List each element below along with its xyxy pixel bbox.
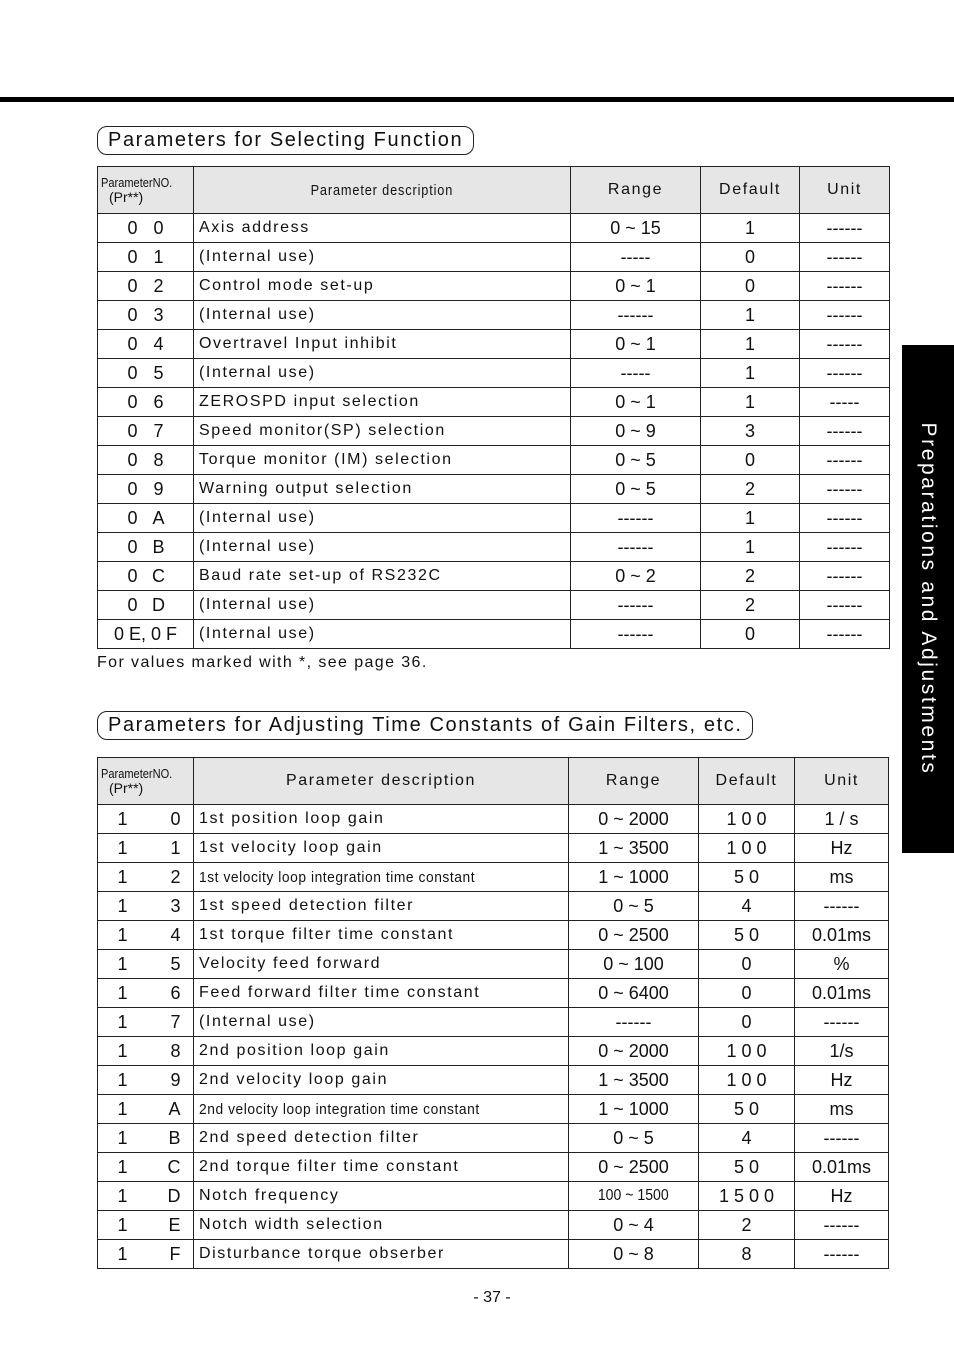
header-description: Parameter description [194, 758, 569, 805]
parameter-number-digit2: 5 [153, 362, 164, 383]
parameter-number [98, 892, 194, 921]
parameter-unit: ------ [800, 417, 890, 446]
parameter-unit: ------ [800, 562, 890, 591]
header-range: Range [569, 758, 699, 805]
parameter-range: 1 ~ 3500 [569, 1066, 699, 1095]
parameter-number-digit1: 0 [127, 594, 138, 615]
parameter-number [98, 475, 194, 504]
parameter-range-text: 100 ~ 1500 [598, 1187, 669, 1204]
parameter-description: Overtravel Input inhibit [194, 330, 571, 359]
parameter-description: 1st velocity loop gain [194, 834, 569, 863]
parameter-description: Control mode set-up [194, 272, 571, 301]
parameter-number-digit1: 0 [127, 362, 138, 383]
parameter-range: 0 ~ 6400 [569, 979, 699, 1008]
parameter-unit: ------ [800, 330, 890, 359]
parameter-number [98, 1037, 194, 1066]
parameter-description: (Internal use) [194, 301, 571, 330]
parameter-number-digit2: 1 [153, 246, 164, 267]
parameter-description: Notch width selection [194, 1211, 569, 1240]
parameter-default: 0 [701, 243, 800, 272]
side-tab-label: Preparations and Adjustments [917, 422, 940, 776]
parameter-number-digit2: 4 [170, 924, 181, 945]
parameter-number-digit1: 1 [117, 1098, 128, 1119]
table-header-row [98, 167, 890, 214]
parameter-default: 5 0 [699, 1095, 795, 1124]
parameter-range: ------ [571, 504, 701, 533]
parameter-unit: ------ [795, 1211, 889, 1240]
parameter-description: (Internal use) [194, 504, 571, 533]
parameter-default: 0 [701, 446, 800, 475]
parameter-default: 1 5 0 0 [699, 1182, 795, 1211]
parameter-number [98, 921, 194, 950]
parameter-number-digit1: 1 [117, 1243, 128, 1264]
parameter-default: 1 [701, 301, 800, 330]
parameter-unit: ------ [795, 1124, 889, 1153]
footnote: For values marked with *, see page 36. [97, 654, 428, 671]
table-row [98, 330, 890, 359]
parameter-default: 2 [701, 591, 800, 620]
parameter-number-digit2: 6 [170, 982, 181, 1003]
header-default: Default [699, 758, 795, 805]
parameter-default: 1 0 0 [699, 805, 795, 834]
table-row [98, 1182, 889, 1211]
parameter-unit: ------ [800, 475, 890, 504]
parameter-range: 0 ~ 5 [571, 446, 701, 475]
top-rule [0, 97, 954, 102]
parameter-range [569, 1182, 699, 1211]
parameter-range: 0 ~ 8 [569, 1240, 699, 1269]
parameter-description: 1st position loop gain [194, 805, 569, 834]
parameter-number-digit1: 0 [127, 304, 138, 325]
parameter-unit: ------ [800, 243, 890, 272]
parameter-number-digit1: 0 [127, 507, 138, 528]
parameter-unit: Hz [795, 1066, 889, 1095]
header-no-line1: ParameterNO. [101, 175, 173, 190]
selecting-function-rows [98, 214, 890, 649]
parameter-default: 1 [701, 388, 800, 417]
parameter-number-digit1: 1 [117, 1156, 128, 1177]
parameter-number-digit2: 7 [170, 1011, 181, 1032]
parameter-number-digit1: 1 [117, 953, 128, 974]
parameter-number-digit2: A [168, 1098, 181, 1119]
parameter-number-digit2: 8 [170, 1040, 181, 1061]
parameter-range: ----- [571, 359, 701, 388]
header-no-line2: (Pr**) [109, 780, 144, 796]
parameter-default: 1 [701, 504, 800, 533]
table-row [98, 1095, 889, 1124]
table-row [98, 892, 889, 921]
parameter-number-digit1: 1 [117, 1127, 128, 1148]
parameter-number-digit2: 2 [153, 275, 164, 296]
parameter-range: 0 ~ 2000 [569, 805, 699, 834]
parameter-description-text: 2nd velocity loop integration time constant [199, 1100, 480, 1118]
parameter-number [98, 446, 194, 475]
parameter-number-digit1: 0 [127, 275, 138, 296]
parameter-default: 5 0 [699, 863, 795, 892]
parameter-range: 0 ~ 2 [571, 562, 701, 591]
parameter-unit: ------ [800, 272, 890, 301]
parameter-number [98, 214, 194, 243]
table-row [98, 272, 890, 301]
parameter-number [98, 979, 194, 1008]
parameter-default: 0 [701, 620, 800, 649]
gain-filters-rows [98, 805, 889, 1269]
parameter-number-digit1: 1 [117, 808, 128, 829]
table-row [98, 1211, 889, 1240]
parameter-range: 1 ~ 1000 [569, 863, 699, 892]
parameter-number-digit1: 0 [127, 420, 138, 441]
parameter-description [194, 863, 569, 892]
header-description [194, 167, 571, 214]
parameter-range: 0 ~ 9 [571, 417, 701, 446]
parameter-number [98, 1153, 194, 1182]
parameter-number-digit2: D [167, 1185, 181, 1206]
parameter-number [98, 562, 194, 591]
parameter-number-digit2: 3 [153, 304, 164, 325]
side-tab [902, 345, 954, 853]
table-row [98, 1037, 889, 1066]
parameter-default: 0 [701, 272, 800, 301]
parameter-number-digit2: 7 [153, 420, 164, 441]
parameter-number-digit2: 9 [153, 478, 164, 499]
parameter-default: 2 [699, 1211, 795, 1240]
parameter-range: 0 ~ 5 [569, 892, 699, 921]
table-row [98, 620, 890, 649]
parameter-range: 0 ~ 1 [571, 388, 701, 417]
table-row [98, 805, 889, 834]
table-row [98, 533, 890, 562]
table-row [98, 591, 890, 620]
parameter-number [98, 863, 194, 892]
parameter-number-digit2: 0 [170, 808, 181, 829]
parameter-number [98, 1095, 194, 1124]
parameter-number [98, 1182, 194, 1211]
parameter-unit: ------ [800, 533, 890, 562]
parameter-description [194, 1095, 569, 1124]
table-row [98, 243, 890, 272]
parameter-number-digit2: 0 [153, 217, 164, 238]
parameter-number-digit1: 1 [117, 866, 128, 887]
parameter-range: 0 ~ 5 [571, 475, 701, 504]
parameter-number-digit2: 3 [170, 895, 181, 916]
header-no-line2: (Pr**) [109, 189, 144, 205]
parameter-default: 5 0 [699, 921, 795, 950]
parameter-number-digit1: 0 [127, 246, 138, 267]
parameter-number-digit2: 8 [153, 449, 164, 470]
parameter-number-digit1: 0 [127, 217, 138, 238]
parameter-number-digit1: 0 [127, 565, 138, 586]
parameter-number-digit1: 0 [127, 333, 138, 354]
parameter-description: 1st speed detection filter [194, 892, 569, 921]
parameter-default: 2 [701, 475, 800, 504]
parameter-number-digit1: 1 [117, 924, 128, 945]
parameter-number-digit2: B [168, 1127, 181, 1148]
table-row [98, 921, 889, 950]
parameter-number [98, 272, 194, 301]
parameter-range: 0 ~ 1 [571, 330, 701, 359]
parameter-default: 4 [699, 892, 795, 921]
parameter-range: 0 ~ 2500 [569, 921, 699, 950]
parameter-range: 0 ~ 15 [571, 214, 701, 243]
parameter-description: (Internal use) [194, 533, 571, 562]
parameter-range: ----- [571, 243, 701, 272]
parameter-default: 0 [699, 979, 795, 1008]
parameter-description: (Internal use) [194, 243, 571, 272]
parameter-description: Speed monitor(SP) selection [194, 417, 571, 446]
parameter-description: 2nd position loop gain [194, 1037, 569, 1066]
parameter-unit: ------ [800, 446, 890, 475]
parameter-number-digit2: 5 [170, 953, 181, 974]
parameter-number [98, 950, 194, 979]
parameter-range: 0 ~ 4 [569, 1211, 699, 1240]
parameter-number-digit2: C [152, 565, 165, 586]
parameter-description: ZEROSPD input selection [194, 388, 571, 417]
parameter-unit: Hz [795, 1182, 889, 1211]
page-number: - 37 - [473, 1289, 511, 1306]
parameter-range: 0 ~ 5 [569, 1124, 699, 1153]
parameter-range: ------ [571, 533, 701, 562]
parameter-number-digit2: E [168, 1214, 181, 1235]
parameter-unit: ------ [800, 359, 890, 388]
parameter-unit: ------ [795, 1240, 889, 1269]
parameter-range: 1 ~ 1000 [569, 1095, 699, 1124]
parameter-unit: 0.01ms [795, 1153, 889, 1182]
parameter-number [98, 330, 194, 359]
parameter-range: ------ [571, 620, 701, 649]
table-row [98, 1008, 889, 1037]
parameter-description: Baud rate set-up of RS232C [194, 562, 571, 591]
parameter-number [98, 359, 194, 388]
parameter-range: 0 ~ 100 [569, 950, 699, 979]
parameter-number [98, 533, 194, 562]
parameter-number-digit1: 0 [127, 449, 138, 470]
parameter-unit: Hz [795, 834, 889, 863]
header-no-line1: ParameterNO. [101, 766, 173, 781]
parameter-default: 4 [699, 1124, 795, 1153]
parameter-unit: % [795, 950, 889, 979]
parameter-number [98, 834, 194, 863]
parameter-number-digit2: 2 [170, 866, 181, 887]
parameter-unit: 0.01ms [795, 921, 889, 950]
parameter-number [98, 1066, 194, 1095]
parameter-default: 2 [701, 562, 800, 591]
parameter-description: (Internal use) [194, 620, 571, 649]
parameter-number-digit1: 1 [117, 837, 128, 858]
parameter-description: (Internal use) [194, 1008, 569, 1037]
parameter-range: ------ [571, 591, 701, 620]
parameter-unit: ------ [800, 214, 890, 243]
parameter-number [98, 1240, 194, 1269]
parameter-default: 1 [701, 214, 800, 243]
parameter-default: 1 0 0 [699, 1037, 795, 1066]
table-row [98, 1240, 889, 1269]
table-row [98, 562, 890, 591]
table-header-row [98, 758, 889, 805]
parameter-description: Notch frequency [194, 1182, 569, 1211]
parameter-unit: ms [795, 1095, 889, 1124]
table-row [98, 834, 889, 863]
parameter-description-text: 1st velocity loop integration time constant [199, 868, 476, 886]
parameter-default: 1 0 0 [699, 1066, 795, 1095]
parameter-unit: ms [795, 863, 889, 892]
parameter-default: 3 [701, 417, 800, 446]
table-row [98, 979, 889, 1008]
parameter-number-digit2: 1 [170, 837, 181, 858]
parameter-number-digit2: C [167, 1156, 181, 1177]
parameter-description: (Internal use) [194, 359, 571, 388]
parameter-number-digit1: 0 [127, 391, 138, 412]
header-range: Range [571, 167, 701, 214]
table-row [98, 1124, 889, 1153]
parameter-unit: ------ [800, 504, 890, 533]
parameter-number-digit1: 1 [117, 1040, 128, 1061]
parameter-default: 0 [699, 950, 795, 979]
parameter-number [98, 243, 194, 272]
parameter-range: 0 ~ 1 [571, 272, 701, 301]
gain-filters-table [97, 757, 889, 1269]
parameter-default: 0 [699, 1008, 795, 1037]
parameter-number-digit1: 1 [117, 1011, 128, 1032]
parameter-description: 2nd velocity loop gain [194, 1066, 569, 1095]
header-description-text: Parameter description [310, 181, 454, 199]
parameter-description: Warning output selection [194, 475, 571, 504]
parameter-number-digit1: 1 [117, 895, 128, 916]
header-parameter-no [98, 758, 194, 805]
parameter-number [98, 504, 194, 533]
parameter-default: 8 [699, 1240, 795, 1269]
table-row [98, 1066, 889, 1095]
parameter-number-digit1: 1 [117, 982, 128, 1003]
parameter-number [98, 417, 194, 446]
parameter-range: 0 ~ 2500 [569, 1153, 699, 1182]
parameter-number [98, 1008, 194, 1037]
parameter-unit: ------ [800, 620, 890, 649]
table-row [98, 950, 889, 979]
header-parameter-no [98, 167, 194, 214]
parameter-number-digit1: 1 [117, 1185, 128, 1206]
parameter-number-digit1: 1 [117, 1214, 128, 1235]
parameter-description: 2nd speed detection filter [194, 1124, 569, 1153]
parameter-default: 1 0 0 [699, 834, 795, 863]
parameter-number-digit2: D [152, 594, 165, 615]
parameter-number-text: 0 E, 0 F [113, 623, 178, 644]
parameter-number-digit1: 0 [127, 536, 138, 557]
header-unit: Unit [795, 758, 889, 805]
parameter-description: 2nd torque filter time constant [194, 1153, 569, 1182]
parameter-number [98, 1211, 194, 1240]
table-row [98, 475, 890, 504]
table-row [98, 863, 889, 892]
parameter-range: 0 ~ 2000 [569, 1037, 699, 1066]
parameter-number [98, 591, 194, 620]
parameter-number-digit2: 9 [170, 1069, 181, 1090]
parameter-unit: ------ [795, 892, 889, 921]
parameter-number [98, 301, 194, 330]
parameter-range: ------ [571, 301, 701, 330]
parameter-default: 1 [701, 359, 800, 388]
parameter-number [98, 805, 194, 834]
parameter-number-digit1: 0 [127, 478, 138, 499]
parameter-unit: ------ [800, 591, 890, 620]
header-unit: Unit [800, 167, 890, 214]
parameter-description: Feed forward filter time constant [194, 979, 569, 1008]
parameter-description: Torque monitor (IM) selection [194, 446, 571, 475]
parameter-description: 1st torque filter time constant [194, 921, 569, 950]
table-row [98, 388, 890, 417]
parameter-number-digit2: B [152, 536, 165, 557]
section-title-selecting-function: Parameters for Selecting Function [97, 126, 474, 155]
table-row [98, 301, 890, 330]
parameter-number [98, 388, 194, 417]
parameter-description: Axis address [194, 214, 571, 243]
parameter-unit: ------ [800, 301, 890, 330]
parameter-number-digit1: 1 [117, 1069, 128, 1090]
parameter-unit: 1 / s [795, 805, 889, 834]
parameter-unit: 0.01ms [795, 979, 889, 1008]
selecting-function-table [97, 166, 890, 649]
table-row [98, 1153, 889, 1182]
parameter-number-digit2: 4 [153, 333, 164, 354]
parameter-description: Disturbance torque obserber [194, 1240, 569, 1269]
table-row [98, 359, 890, 388]
parameter-unit: ----- [800, 388, 890, 417]
parameter-default: 5 0 [699, 1153, 795, 1182]
parameter-description: Velocity feed forward [194, 950, 569, 979]
parameter-number-digit2: A [152, 507, 165, 528]
parameter-description: (Internal use) [194, 591, 571, 620]
parameter-number-digit2: 6 [153, 391, 164, 412]
parameter-default: 1 [701, 330, 800, 359]
parameter-range: 1 ~ 3500 [569, 834, 699, 863]
table-row [98, 214, 890, 243]
table-row [98, 446, 890, 475]
section-title-gain-filters: Parameters for Adjusting Time Constants of Gain Filters, etc. [97, 711, 753, 740]
parameter-number-digit2: F [169, 1243, 181, 1264]
table-row [98, 504, 890, 533]
parameter-unit: ------ [795, 1008, 889, 1037]
parameter-number [98, 620, 194, 649]
header-default: Default [701, 167, 800, 214]
parameter-range: ------ [569, 1008, 699, 1037]
table-row [98, 417, 890, 446]
parameter-number [98, 1124, 194, 1153]
parameter-unit: 1/s [795, 1037, 889, 1066]
parameter-default: 1 [701, 533, 800, 562]
